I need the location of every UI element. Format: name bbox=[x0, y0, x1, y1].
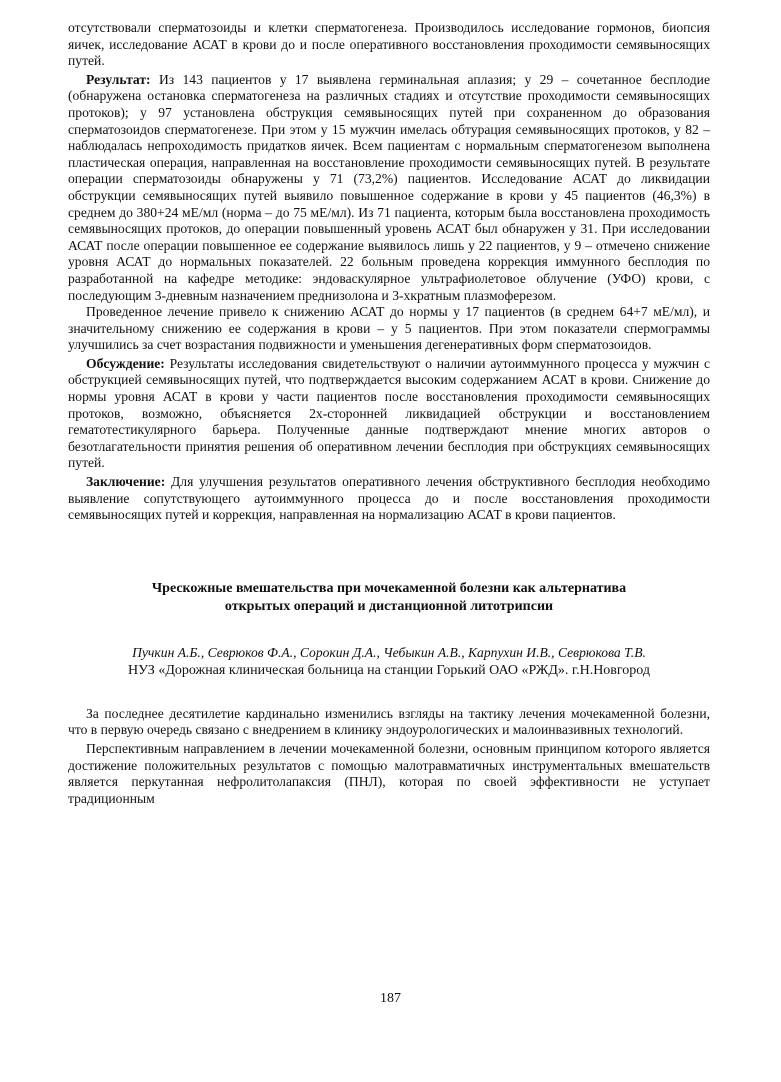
conclusion-label: Заключение: bbox=[86, 474, 166, 490]
result-text: Из 143 пациентов у 17 выявлена герминальная аплазия; у 29 – сочетанное бесплодие (обнаружена остановка сперматогенеза на различных стадиях и отсутствие проходимости семявыносящих протоков); у 97 установлена обструкция семявыносящих путей при сохраненном до образования сперматозоидов сперматогенезе. При этом у 15 мужчин имелась обтурация семявыносящих протоков, у 82 – наблюдалась непроходимость придатков яичек. Всем пациентам с нормальным сперматогенезом выполнена пластическая операция, направленная на восстановление проходимости семявыносящих путей. В результате операции сперматозоиды обнаружены у 71 (73,2%) пациентов. Исследование АСАТ до ликвидации обструкции семявыносящих путей выявило повышенное содержание в крови у 45 пациентов (46,3%) в среднем до 380+24 мЕ/мл (норма – до 75 мЕ/мл). Из 71 пациента, которым была восстановлена проходимость семявыносящих протоков, до операции повышенный уровень АСАТ был обнаружен у 31. При исследовании АСАТ после операции повышенное ее содержание выявилось лишь у 22 пациентов, у 9 – отмечено снижение уровня АСАТ до нормальных показателей. 22 больным проведена коррекция иммунного бесплодия по разработанной на кафедре методике: эндоваскулярное ультрафиолетовое облучение (УФО) крови, с последующим 3-дневным назначением преднизолона и 3-хкратным плазмоферезом. bbox=[68, 71, 710, 303]
discussion-paragraph bbox=[68, 356, 710, 472]
treatment-paragraph: Проведенное лечение привело к снижению АСАТ до нормы у 17 пациентов (в среднем 64+7 мЕ/мл), и значительному снижению ее содержания в крови – у 5 пациентов. При этом показатели спермограммы улучшились за счет возрастания подвижности и уменьшения дегенеративных форм сперматозоидов. bbox=[68, 304, 710, 353]
article-title-line-2: открытых операций и дистанционной литотрипсии bbox=[224, 598, 554, 614]
article-title-line-1: Чрескожные вмешательства при мочекаменной болезни как альтернатива bbox=[151, 580, 627, 596]
article-paragraph-2: Перспективным направлением в лечении мочекаменной болезни, основным принципом которого является достижение положительных результатов с помощью малотравматичных инструментальных вмешательств является перкутанная нефролитолапаксия (ПНЛ), которая по своей эффективности не уступает традиционным bbox=[68, 741, 710, 806]
page-content bbox=[68, 20, 710, 807]
article-title bbox=[68, 580, 710, 616]
conclusion-paragraph bbox=[68, 474, 710, 524]
intro-paragraph: отсутствовали сперматозоиды и клетки сперматогенеза. Производилось исследование гормонов, биопсия яичек, исследование АСАТ в крови до и после оперативного восстановления проходимости семявыносящих путей. bbox=[68, 20, 710, 69]
article-paragraph-1: За последнее десятилетие кардинально изменились взгляды на тактику лечения мочекаменной болезни, что в первую очередь связано с внедрением в клинику эндоурологических и малоинвазивных технологий. bbox=[68, 705, 710, 738]
page-number: 187 bbox=[380, 991, 401, 1006]
discussion-label: Обсуждение: bbox=[86, 355, 165, 371]
article-organization: НУЗ «Дорожная клиническая больница на станции Горький ОАО «РЖД». г.Н.Новгород bbox=[127, 662, 651, 678]
discussion-text: Результаты исследования свидетельствуют о наличии аутоиммунного процесса у мужчин с обструкцией семявыносящих путей, что подтверждается высоким содержанием АСАТ в крови. Снижение до нормы уровня АСАТ в крови у части пациентов после восстановления проходимости семявыносящих протоков, возможно, объясняется 2х-сторонней ликвидацией обструкции и восстановлением гематотестикулярного барьера. Полученные данные подтверждают мнение многих авторов о безотлагательности принятия решения об оперативном лечении бесплодия при обструкциях семявыносящих путей. bbox=[68, 355, 710, 471]
result-label: Результат: bbox=[86, 71, 151, 87]
result-paragraph bbox=[68, 72, 710, 304]
article-authors: Пучкин А.Б., Севрюков Ф.А., Сорокин Д.А., Чебыкин А.В., Карпухин И.В., Севрюкова Т.В. bbox=[132, 644, 646, 660]
conclusion-text: Для улучшения результатов оперативного лечения обструктивного бесплодия необходимо выявление сопутствующего аутоиммунного процесса до и после восстановления проходимости семявыносящих путей и коррекция, направленная на нормализацию АСАТ в крови пациентов. bbox=[68, 474, 710, 523]
